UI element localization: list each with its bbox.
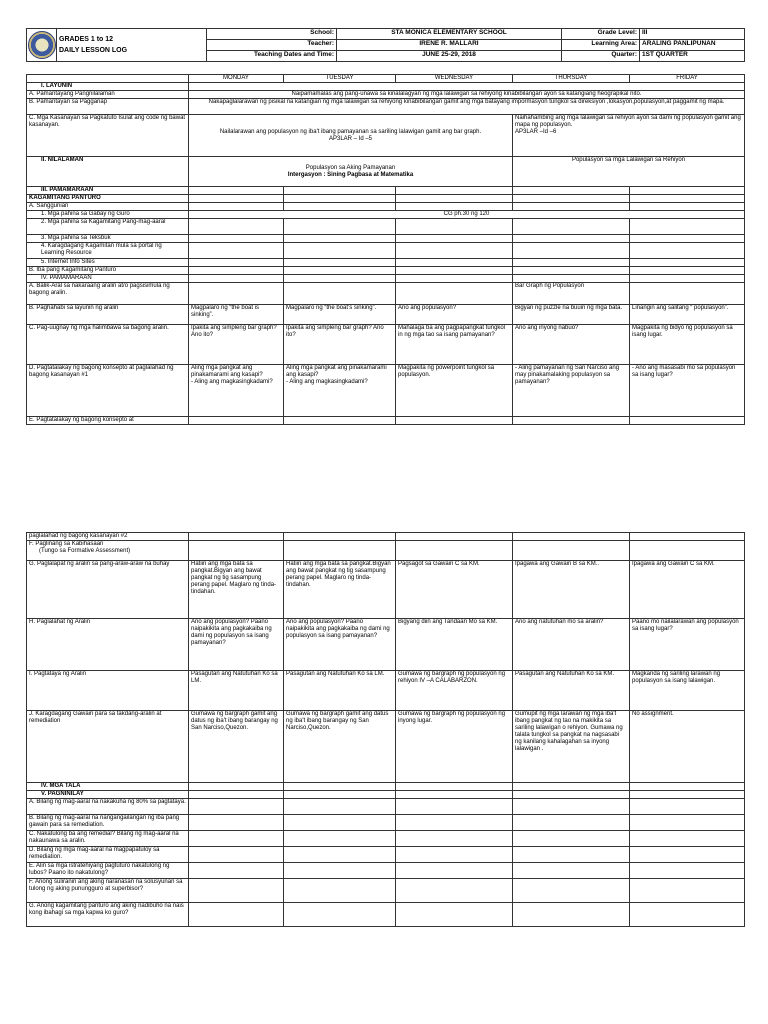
paglalahat-mon: Ano ang populasyon? Paano naipakikita ang pagkakaiba ng dami ng populasyon sa isang pamayanan? xyxy=(189,619,284,671)
pagtatalakay-1-wed: Magpakita ng powerpoint tungkol sa populasyon. xyxy=(396,365,513,417)
iba-pang-kagamitan-label: B. Iba pang Kagamitang Panturo xyxy=(27,267,189,275)
dates-label: Teaching Dates and Time: xyxy=(207,51,337,62)
paglinang-sub: (Tungo sa Formative Assessment) xyxy=(39,548,131,554)
row-label-c: C. Mga Kasanayan sa Pagkatuto Isulat ang code ng bawat kasanayan. xyxy=(27,115,189,157)
row-label-balik-aral: A. Balik-Aral sa nakaraang aralin at/o pagsisimula ng bagong aralin. xyxy=(27,283,189,305)
row-label-pag-uugnay: C. Pag-uugnay ng mga halimbawa sa bagong aralin. xyxy=(27,325,189,365)
row-a-text: Naipamamalas ang pang-unawa sa kinalalagyan ng mga lalawigan sa rehiyong kinabibilangan ayon sa katangiang heograpikal nito. xyxy=(189,91,745,99)
pagninilay-heading: V. PAGNINILAY xyxy=(27,791,189,799)
sanggunian-label: A. Sanggunian xyxy=(27,203,189,211)
pagninilay-b: B. Bilang ng mag-aaral na nangangailangan ng iba pang gawain para sa remediation. xyxy=(27,815,189,831)
pagninilay-d: D. Bilang ng mga mag-aaral na magpapatuloy sa remediation. xyxy=(27,847,189,863)
kagamitan-heading: KAGAMITANG PANTURO xyxy=(27,195,189,203)
pagninilay-a: A. Bilang ng mag-aaral na nakakuha ng 80% sa pagtataya. xyxy=(27,799,189,815)
sanggunian-1-label: 1. Mga pahina sa Gabay ng Guro xyxy=(27,211,189,219)
day-friday: FRIDAY xyxy=(630,75,745,83)
deped-seal-logo xyxy=(28,31,56,59)
lesson-table-page-2 xyxy=(26,532,744,927)
paghahabi-thu: Bigyan ng puzzle na buuin ng mga bata. xyxy=(513,305,630,325)
pagtatalakay-1-fri: - Ano ang masasabi mo sa populasyon sa isang lugar? xyxy=(630,365,745,417)
days-row xyxy=(27,75,745,83)
row-label-paglalahat: H. Paglalahat ng Aralin xyxy=(27,619,189,671)
pagtatalakay-2-continued: paglalahad ng bagong kasanayan #2 xyxy=(27,533,189,541)
grade-level-label: Grade Level: xyxy=(562,29,640,40)
paglalahat-tue: Ano ang populasyon? Paano naipakikita ang pagkakaiba ng dami ng populasyon sa isang pamayanan? xyxy=(284,619,396,671)
dates-value: JUNE 25-29, 2018 xyxy=(337,51,562,62)
daily-lesson-log-label: DAILY LESSON LOG xyxy=(59,47,128,54)
karagdagang-gawain-thu: Gumupit ng mga larawan ng mga iba't ibang pangkat ng tao na makikita sa sariling lalawigan o rehiyon. Gumawa ng talata tungkol sa pangkat na nagsasabi ng kanilang kahalagahan sa inyong lalawigan . xyxy=(513,711,630,783)
mga-tala-heading: IV. MGA TALA xyxy=(27,783,189,791)
paglalapat-fri: Ipagawa ang Gawain C sa KM. xyxy=(630,561,745,619)
row-label-paglinang: F. Paglinang sa Kabihasaan xyxy=(29,541,104,547)
paglalapat-mon: Hatiin ang mga bata sa pangkat.Bigyan ang bawat pangkat ng tig sasampung perang papel. Maglaro ng tinda-tindahan. xyxy=(189,561,284,619)
pagtataya-fri: Magkanda ng sariling larawan ng populasyon sa isang lalawigan. xyxy=(630,671,745,711)
row-c-code-2: AP3LAR –Id –6 xyxy=(515,129,557,135)
pagninilay-g: G. Anong kagamitang panturo ang aking nadibuho na nais kong ibahagi sa mga kapwa ko guro? xyxy=(27,903,189,927)
pagninilay-f: F. Anong suliranin ang aking naranasan na solusyunan sa tulong ng aking punungguro at superbisor? xyxy=(27,879,189,903)
row-label-a: A. Pamantayang Pangnilalaman xyxy=(27,91,189,99)
quarter-label: Quarter: xyxy=(562,51,640,62)
row-label-karagdagang-gawain: J. Karagdagang Gawain para sa takdang-aralin at remediation xyxy=(27,711,189,783)
pagtataya-thu: Pasagutan ang Natutuhan Ko sa KM. xyxy=(513,671,630,711)
quarter-value: 1ST QUARTER xyxy=(640,51,745,62)
paglalahat-wed: Bigyang diin ang Tandaan Mo sa KM. xyxy=(396,619,513,671)
layunin-heading: I. LAYUNIN xyxy=(27,83,189,91)
nilalaman-heading: II. NILALAMAN xyxy=(27,157,189,187)
row-label-pagtatalakay-2: E. Pagtatalakay ng bagong konsepto at xyxy=(27,417,189,425)
row-label-pagtataya: I. Pagtataya ng Aralin xyxy=(27,671,189,711)
paghahabi-fri: Linangin ang salitang “ populasyon”. xyxy=(630,305,745,325)
row-label-b: B. Pamantayan sa Pagganap xyxy=(27,99,189,115)
row-b-text: Nakapaglalarawan ng pisikal na katangian ng mga lalawigan sa rehiyong kinabibilangan gamit ang mga batayang impormasyon tungkol sa direksiyon ,lokasyon,populasyon,at paggamit ng mapa. xyxy=(189,99,745,115)
pag-uugnay-mon: Ipakita ang simpleng bar graph? Ano ito? xyxy=(189,325,284,365)
day-wednesday: WEDNESDAY xyxy=(396,75,513,83)
pag-uugnay-fri: Magpakita ng bidyo ng populasyon sa isang lugar. xyxy=(630,325,745,365)
paglalapat-thu: Ipagawa ang Gawain B sa KM.. xyxy=(513,561,630,619)
school-value: STA MONICA ELEMENTARY SCHOOL xyxy=(337,29,562,40)
sanggunian-5-label: 5. Internet Info Sites xyxy=(27,259,189,267)
row-label-paghahabi: B. Paghahabi sa layunin ng aralin xyxy=(27,305,189,325)
row-c-text-2: Naihahambing ang mga lalawigan sa rehiyon ayon sa dami ng populasyon gamit ang mapa ng populasyon. xyxy=(515,115,741,128)
pamamaraan-2-heading: IV. PAMAMARAAN xyxy=(27,275,189,283)
row-label-pagtatalakay-1: D. Pagtatalakay ng bagong konsepto at paglalahad ng bagong kasanayan #1 xyxy=(27,365,189,417)
balik-aral-thursday: Bar Graph ng Populasyon xyxy=(513,283,630,305)
pagtataya-wed: Gumawa ng bargraph ng populasyon ng rehiyon IV –A CALABARZON. xyxy=(396,671,513,711)
day-monday: MONDAY xyxy=(189,75,284,83)
pagninilay-c: C. Nakatulong ba ang remedial? Bilang ng mag-aaral na nakaunawa sa aralin. xyxy=(27,831,189,847)
school-label: School: xyxy=(207,29,337,40)
sanggunian-1-value: CG ph.30 ng 120 xyxy=(189,211,745,219)
lesson-table-page-1 xyxy=(26,74,744,425)
sanggunian-3-label: 3. Mga pahina sa Teksbuk xyxy=(27,235,189,243)
learning-area-label: Learning Area: xyxy=(562,40,640,51)
pag-uugnay-tue: Ipakita ang simpleng bar graph? Ano ito? xyxy=(284,325,396,365)
learning-area-value: ARALING PANLIPUNAN xyxy=(640,40,745,51)
day-tuesday: TUESDAY xyxy=(284,75,396,83)
paghahabi-tue: Magpalaro ng “the boat’s sinking”. xyxy=(284,305,396,325)
paglalapat-tue: Hatiin ang mga bata sa pangkat.Bigyan ang bawat pangkat ng tig sasampung perang papel. Maglaro ng tinda-tindahan. xyxy=(284,561,396,619)
pagtataya-mon: Pasagutan ang Natutuhan Ko sa LM. xyxy=(189,671,284,711)
karagdagang-gawain-tue: Gumawa ng bargraph gamit ang datus ng iba't ibang barangay ng San Narciso,Quezon. xyxy=(284,711,396,783)
pagtatalakay-1-mon: Aling mga pangkat ang pinakamarami ang kasapi? - Aling ang magkasingkadami? xyxy=(189,365,284,417)
nilalaman-text-1: Populasyon sa Aking Pamayanan xyxy=(305,164,396,171)
pagtatalakay-1-thu: - Aling pamayanan ng San Narciso ang may pinakamalaking populasyon sa pamayanan? xyxy=(513,365,630,417)
header-block xyxy=(26,28,744,62)
paglalapat-wed: Pagsagot sa Gawain C sa KM. xyxy=(396,561,513,619)
karagdagang-gawain-fri: No assignment. xyxy=(630,711,745,783)
nilalaman-text-3: Populasyon sa mga Lalawigan sa Rehiyon xyxy=(513,157,745,187)
pagninilay-e: E. Alin sa mga istratehiyang pagtuturo nakatulong ng lubos? Paano ito nakatulong? xyxy=(27,863,189,879)
karagdagang-gawain-mon: Gumawa ng bargraph gamit ang datus ng iba't ibang barangay ng San Narciso,Quezon. xyxy=(189,711,284,783)
grades-label: GRADES 1 to 12 xyxy=(59,36,114,43)
paglalahat-fri: Paano mo nailalarawan ang populasyon sa isang lugar? xyxy=(630,619,745,671)
pag-uugnay-thu: Ano ang inyong nabuo? xyxy=(513,325,630,365)
paglalahat-thu: Ano ang natutuhan mo sa aralin? xyxy=(513,619,630,671)
row-c-text-1: Nailalarawan ang populasyon ng iba't ibang pamayanan sa sariling lalawigan gamit ang bar graph. xyxy=(219,128,482,135)
pag-uugnay-wed: Mahalaga ba ang pagpapangkat tungkol in ng mga tao sa isang pamayanan? xyxy=(396,325,513,365)
day-thursday: THURSDAY xyxy=(513,75,630,83)
row-c-code-1: AP3LAR – Id –5 xyxy=(328,135,373,142)
paghahabi-wed: Ano ang populasyon? xyxy=(396,305,513,325)
karagdagang-gawain-wed: Gumawa ng bargraph ng populasyon ng inyong lugar. xyxy=(396,711,513,783)
teacher-value: IRENE R. MALLARI xyxy=(337,40,562,51)
teacher-label: Teacher: xyxy=(207,40,337,51)
grade-level-value: III xyxy=(640,29,745,40)
pagtataya-tue: Pasagutan ang Natutuhan Ko sa LM. xyxy=(284,671,396,711)
pagtatalakay-1-tue: Aling mga pangkat ang pinakamarami ang kasapi? - Aling ang magkasingkadami? xyxy=(284,365,396,417)
paghahabi-mon: Magpalaro ng “the boat is sinking”. xyxy=(189,305,284,325)
pamamaraan-heading: III. PAMAMARAAN xyxy=(27,187,189,195)
sanggunian-2-label: 2. Mga pahina sa Kagamitang Pang-mag-aaral xyxy=(27,219,189,235)
nilalaman-text-2: Intergasyon : Sining Pagbasa at Matematika xyxy=(287,171,414,178)
sanggunian-4-label: 4. Karagdagang Kagamitan mula sa portal ng Learning Resource xyxy=(27,243,189,259)
row-label-paglalapat: G. Paglalapat ng aralin sa pang-araw-araw na buhay xyxy=(27,561,189,619)
